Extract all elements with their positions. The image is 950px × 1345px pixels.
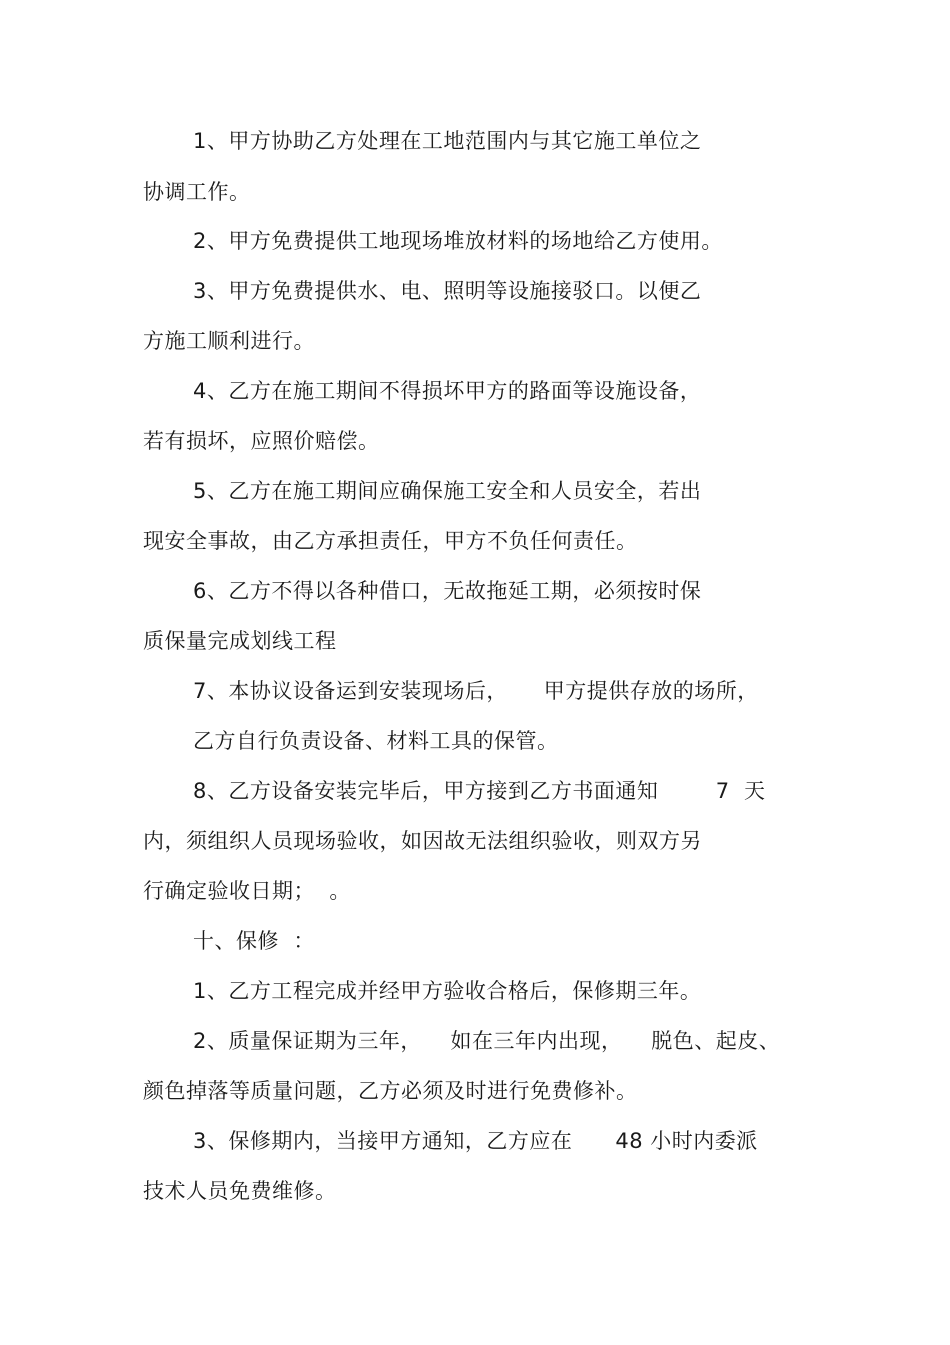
text-line: 乙方自行负责设备、材料工具的保管。 [193, 729, 559, 753]
text-line: 颜色掉落等质量问题，乙方必须及时进行免费修补。 [143, 1079, 638, 1103]
text-line: 5、乙方在施工期间应确保施工安全和人员安全，若出 [193, 479, 702, 503]
text-line: 现安全事故，由乙方承担责任，甲方不负任何责任。 [143, 529, 638, 553]
text-line: 7、本协议设备运到安装现场后， 甲方提供存放的场所， [193, 679, 759, 703]
text-line: 4、乙方在施工期间不得损坏甲方的路面等设施设备， [193, 379, 702, 403]
text-line: 1、甲方协助乙方处理在工地范围内与其它施工单位之 [193, 129, 702, 153]
text-line: 方施工顺利进行。 [143, 329, 315, 353]
text-line: 行确定验收日期； 。 [143, 879, 351, 903]
text-line: 6、乙方不得以各种借口，无故拖延工期，必须按时保 [193, 579, 702, 603]
text-line: 1、乙方工程完成并经甲方验收合格后，保修期三年。 [193, 979, 702, 1003]
text-line: 协调工作。 [143, 180, 251, 204]
text-line: 3、甲方免费提供水、电、照明等设施接驳口。以便乙 [193, 279, 702, 303]
text-line: 3、保修期内，当接甲方通知，乙方应在 48 小时内委派 [193, 1129, 758, 1153]
text-line: 内，须组织人员现场验收，如因故无法组织验收，则双方另 [143, 829, 702, 853]
text-line: 质保量完成划线工程 [143, 629, 337, 653]
text-line: 8、乙方设备安装完毕后，甲方接到乙方书面通知 7 天 [193, 779, 766, 803]
section-heading: 十、保修 ： [193, 929, 315, 953]
text-line: 2、质量保证期为三年， 如在三年内出现， 脱色、起皮、 [193, 1029, 781, 1053]
text-line: 若有损坏，应照价赔偿。 [143, 429, 380, 453]
text-line: 2、甲方免费提供工地现场堆放材料的场地给乙方使用。 [193, 229, 723, 253]
text-line: 技术人员免费维修。 [143, 1179, 337, 1203]
